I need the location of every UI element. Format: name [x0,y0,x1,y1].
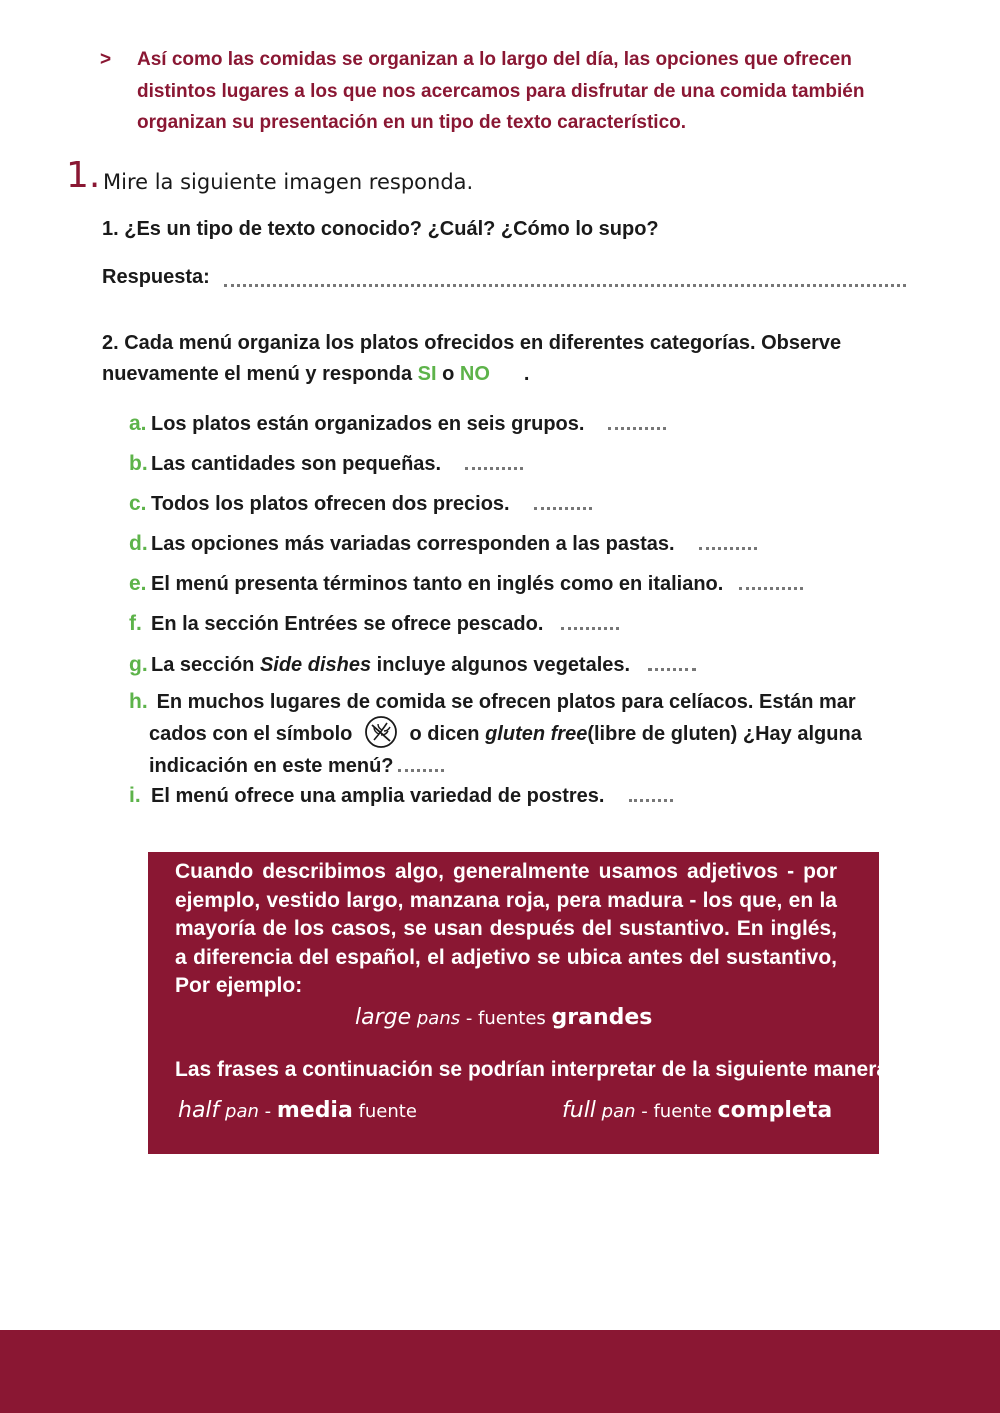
info-box [148,852,896,1154]
item-text: Las opciones más variadas corresponden a las pastas. [151,533,675,555]
si-label: SI [417,363,437,385]
answer-label: Respuesta: [102,266,210,288]
item-letter: c. [129,492,147,515]
answer-dots[interactable] [398,759,444,772]
item-text: (libre de gluten) ¿Hay alguna [587,723,862,745]
item-text: Todos los platos ofrecen dos precios. [151,493,510,515]
item-letter: a. [129,412,147,435]
answer-dots[interactable] [629,789,673,802]
subquestion-1: 1. ¿Es un tipo de texto conocido? ¿Cuál? ¿Cómo lo supo? [102,218,659,240]
item-text: El menú presenta términos tanto en inglés como en italiano. [151,573,724,595]
intro-paragraph [100,44,865,139]
item-letter: g. [129,653,148,676]
no-label: NO [459,363,490,385]
subquestion-2-line1: 2. Cada menú organiza los platos ofrecidos en diferentes categorías. Observe [102,332,842,354]
list-item [129,452,523,476]
item-text: La sección [151,654,260,676]
answer-dots[interactable] [739,577,803,590]
item-text: o dicen [409,723,486,745]
period: . [523,363,530,385]
answer-dots[interactable] [534,497,592,510]
subquestion-2-line2: nuevamente el menú y responda [102,363,418,385]
item-text: El menú ofrece una amplia variedad de postres. [151,785,605,807]
example-full-pan: full pan - fuente completa [562,1098,833,1123]
answer-dots[interactable] [465,457,523,470]
info-box-text: Cuando describimos algo, generalmente usamos adjetivos - por ejemplo, vestido largo, manzana roja, pera madura - los que, en la mayoría de los casos, se usan después del sustantivo. En inglés, a diferencia del español, el adjetivo se ubica antes del sustantivo, Por ejemplo: [175,860,837,997]
item-letter: e. [129,572,147,595]
item-text: Las cantidades son pequeñas. [151,453,442,475]
item-letter: d. [129,532,148,555]
list-item [129,784,673,808]
example-half-pan: half pan - media fuente [178,1098,417,1123]
item-text: En la sección Entrées se ofrece pescado. [151,613,544,635]
intro-line: organizan su presentación en un tipo de texto característico. [137,112,687,133]
list-item [129,653,696,677]
example-large-pans: large pans - fuentes grandes [355,1005,653,1030]
intro-line: distintos lugares a los que nos acercamos para disfrutar de una comida también [137,80,865,102]
answer-dots[interactable] [561,617,619,630]
gluten-free-icon [364,715,398,749]
item-letter: i. [129,784,141,807]
info-box-subtitle: Las frases a continuación se podrían interpretar de la siguiente manera: [175,1058,896,1081]
list-item [129,572,803,596]
item-text: indicación en este menú? [149,755,394,777]
intro-arrow: > [100,49,112,70]
intro-line: Así como las comidas se organizan a lo largo del día, las opciones que ofrecen [137,49,852,70]
item-text-italic: Side dishes [259,654,372,676]
item-text: incluye algunos vegetales. [371,654,631,676]
list-item [129,686,862,782]
question-title: Mire la siguiente imagen responda. [103,170,474,194]
item-letter: b. [129,452,148,475]
item-text-italic: gluten free [485,723,588,745]
list-item [129,412,666,436]
item-letter: h. [129,690,148,713]
answer-dotted-line[interactable] [224,284,906,287]
list-item [129,492,592,516]
item-text: Los platos están organizados en seis grupos. [151,413,585,435]
or-label: o [436,363,460,385]
item-text: En muchos lugares de comida se ofrecen platos para celíacos. Están mar [156,691,856,713]
question-number: 1. [66,155,101,196]
subquestion-2 [102,328,862,390]
list-item [129,612,619,636]
item-letter: f. [129,612,142,635]
answer-dots[interactable] [648,658,696,671]
answer-dots[interactable] [608,417,666,430]
item-text: cados con el símbolo [149,723,353,745]
footer-band [0,1330,1000,1413]
answer-dots[interactable] [699,537,757,550]
list-item [129,532,757,556]
